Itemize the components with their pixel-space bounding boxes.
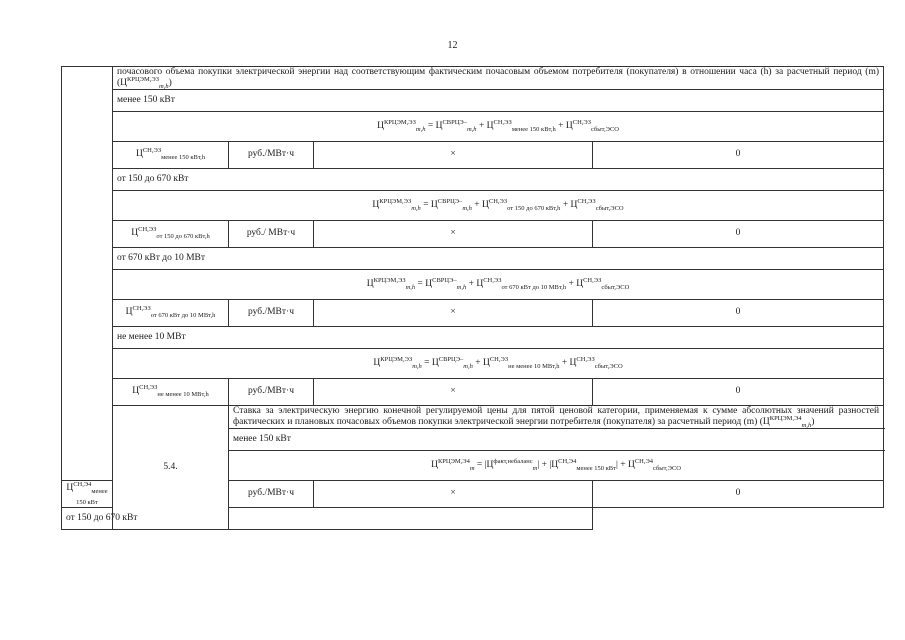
section-continuation-row <box>62 67 884 90</box>
range-label: не менее 10 МВт <box>113 326 884 348</box>
range-row <box>62 168 884 190</box>
section-description: почасового объема покупки электрической энергии над соответствующим фактическим почасовым объемом потребителя (покупателя) в отношении часа (h) за расчетный период (m) $(Ц^{КРЦЭМ,ЭЗ}_{m,h})$ <box>113 67 884 90</box>
price-formula: $Ц^{КРЦЭМ,ЭЗ}_{m,h} = Ц^{СВРЦЭ-}_{m,h} + Ц^{СН,ЭЗ}_{не менее 10 МВт,h} + Ц^{СН,ЭЗ}_{сбыт,ЭСО}$ <box>113 348 884 378</box>
price-formula: $Ц^{КРЦЭМ,ЭЗ}_{m,h} = Ц^{СВРЦЭ-}_{m,h} + Ц^{СН,ЭЗ}_{от 670 кВт до 10 МВт,h} + Ц^{СН,ЭЗ}_{сбыт,ЭСО}$ <box>113 269 884 299</box>
parameter-row <box>62 220 884 247</box>
value-cell-b: 0 <box>593 480 884 507</box>
section-number-cell <box>62 67 113 481</box>
parameter-row <box>62 378 884 405</box>
parameter-row <box>62 299 884 326</box>
unit-cell: руб./МВт·ч <box>229 480 314 507</box>
unit-cell: руб./МВт·ч <box>229 378 314 405</box>
price-formula: $Ц^{КРЦЭМ,ЭЗ}_{m,h} = Ц^{СВРЦЭ-}_{m,h} + Ц^{СН,ЭЗ}_{от 150 до 670 кВт,h} + Ц^{СН,ЭЗ}_{сбыт,ЭСО}$ <box>113 190 884 220</box>
unit-cell: руб./МВт·ч <box>229 141 314 168</box>
value-cell-a: × <box>314 378 593 405</box>
parameter-symbol: $Ц^{СН,ЭЗ}_{от 670 кВт до 10 МВт,h}$ <box>113 299 229 326</box>
value-cell-b: 0 <box>593 220 884 247</box>
parameter-symbol: $Ц^{СН,ЭЗ}_{менее 150 кВт,h}$ <box>113 141 229 168</box>
range-label: менее 150 кВт <box>229 428 884 450</box>
parameter-row <box>62 141 884 168</box>
parameter-symbol: $Ц^{СН,ЭЗ}_{не менее 10 МВт,h}$ <box>113 378 229 405</box>
range-row <box>62 326 884 348</box>
range-label: от 150 до 670 кВт <box>62 507 593 529</box>
range-label: менее 150 кВт <box>113 89 884 111</box>
value-cell-a: × <box>314 480 593 507</box>
section-54-row <box>62 405 884 428</box>
value-cell-a: × <box>314 299 593 326</box>
value-cell-a: × <box>314 141 593 168</box>
parameter-symbol: $Ц^{СН,Э4}_{менее 150 кВт}$ <box>62 480 113 507</box>
price-formula: $Ц^{КРЦЭМ,ЭЗ}_{m,h} = Ц^{СВРЦЭ-}_{m,h} + Ц^{СН,ЭЗ}_{менее 150 кВт,h} + Ц^{СН,ЭЗ}_{сбыт,ЭСО}$ <box>113 111 884 141</box>
section-number: 5.4. <box>113 405 229 529</box>
unit-cell: руб./МВт·ч <box>229 299 314 326</box>
value-cell-b: 0 <box>593 299 884 326</box>
price-formula: $Ц^{КРЦЭМ,Э4}_m = |Ц^{факт,небаланс}_m| + |Ц^{СН,Э4}_{менее 150 кВт}| + Ц^{СН,Э4}_{сбыт,ЭСО}$ <box>229 450 884 480</box>
parameter-symbol: $Ц^{СН,ЭЗ}_{от 150 до 670 кВт,h}$ <box>113 220 229 247</box>
value-cell-b: 0 <box>593 141 884 168</box>
section-description: Ставка за электрическую энергию конечной регулируемой цены для пятой ценовой категории, применяемая к сумме абсолютных значений разностей фактических и плановых почасовых объемов покупки электрической энергии потребителя (покупателя) за расчетный период (m) $(Ц^{КРЦЭМ,Э4}_{m,h})$ <box>229 405 884 428</box>
formula-row <box>62 348 884 378</box>
range-label: от 150 до 670 кВт <box>113 168 884 190</box>
formula-row <box>62 269 884 299</box>
value-cell-b: 0 <box>593 378 884 405</box>
formula-row <box>62 111 884 141</box>
range-row <box>62 247 884 269</box>
range-row <box>62 89 884 111</box>
formula-row <box>62 190 884 220</box>
page-number: 12 <box>447 40 458 51</box>
value-cell-a: × <box>314 220 593 247</box>
range-label: от 670 кВт до 10 МВт <box>113 247 884 269</box>
range-row <box>62 507 884 529</box>
unit-cell: руб./ МВт·ч <box>229 220 314 247</box>
tariff-table <box>61 66 884 530</box>
